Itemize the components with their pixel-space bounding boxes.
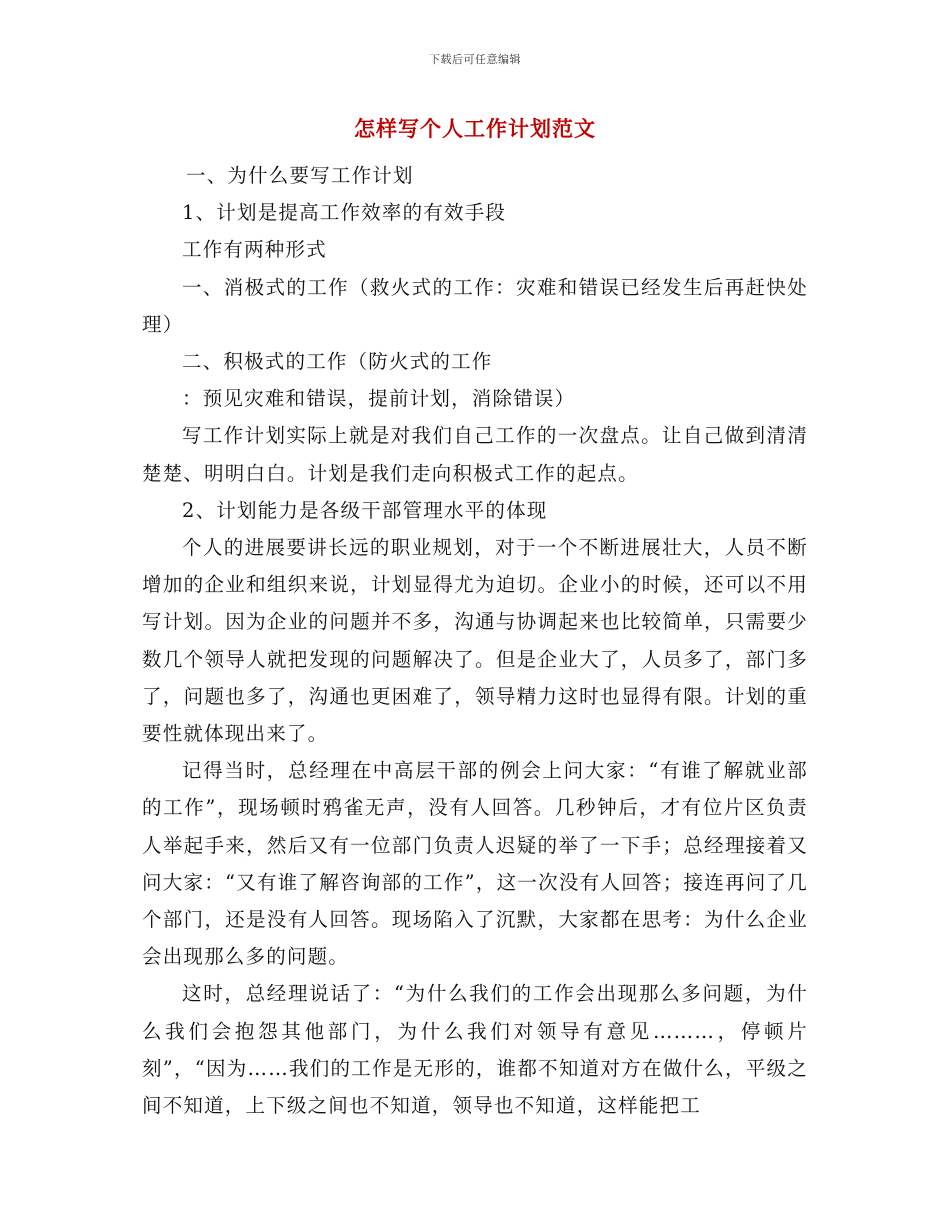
document-body (142, 157, 808, 1124)
paragraph-passive-work: 一、消极式的工作（救火式的工作：灾难和错误已经发生后再赶快处理） (142, 275, 808, 336)
paragraph-subheading-1: 1、计划是提高工作效率的有效手段 (182, 201, 507, 225)
paragraph-manager-speech: 这时，总经理说话了：“为什么我们的工作会出现那么多问题，为什么我们会抱怨其他部门，为什么我们对领导有意见………，停顿片刻”，“因为……我们的工作是无形的，谁都不知道对方在做什么，平级之间不知道，上下级之间也不知道，领导也不知道，这样能把工 (142, 982, 808, 1118)
paragraph-section-heading: 一、为什么要写工作计划 (186, 164, 414, 187)
paragraph-meeting-story: 记得当时，总经理在中高层干部的例会上问大家：“有谁了解就业部的工作”，现场顿时鸦雀无声，没有人回答。几秒钟后，才有位片区负责人举起手来，然后又有一位部门负责人迟疑的举了一下手；总经理接着又问大家：“又有谁了解咨询部的工作”，这一次没有人回答；接连再问了几个部门，还是没有人回答。现场陷入了沉默，大家都在思考：为什么企业会出现那么多的问题。 (142, 759, 808, 969)
document-title: 怎样写个人工作计划范文 (354, 116, 596, 141)
page-header-note: 下载后可任意编辑 (429, 53, 521, 66)
paragraph-work-forms: 工作有两种形式 (182, 238, 327, 262)
paragraph-subheading-2: 2、计划能力是各级干部管理水平的体现 (182, 498, 548, 522)
paragraph-enterprise-growth: 个人的进展要讲长远的职业规划，对于一个不断进展壮大，人员不断增加的企业和组织来说，计划显得尤为迫切。企业小的时候，还可以不用写计划。因为企业的问题并不多，沟通与协调起来也比较简单，只需要少数几个领导人就把发现的问题解决了。但是企业大了，人员多了，部门多了，问题也多了，沟通也更困难了，领导精力这时也显得有限。计划的重要性就体现出来了。 (142, 536, 808, 746)
paragraph-active-work: 二、积极式的工作（防火式的工作 (182, 350, 493, 374)
paragraph-plan-review: 写工作计划实际上就是对我们自己工作的一次盘点。让自己做到清清楚楚、明明白白。计划是我们走向积极式工作的起点。 (142, 424, 808, 485)
paragraph-active-work-cont: ：预见灾难和错误，提前计划，消除错误） (182, 387, 576, 411)
